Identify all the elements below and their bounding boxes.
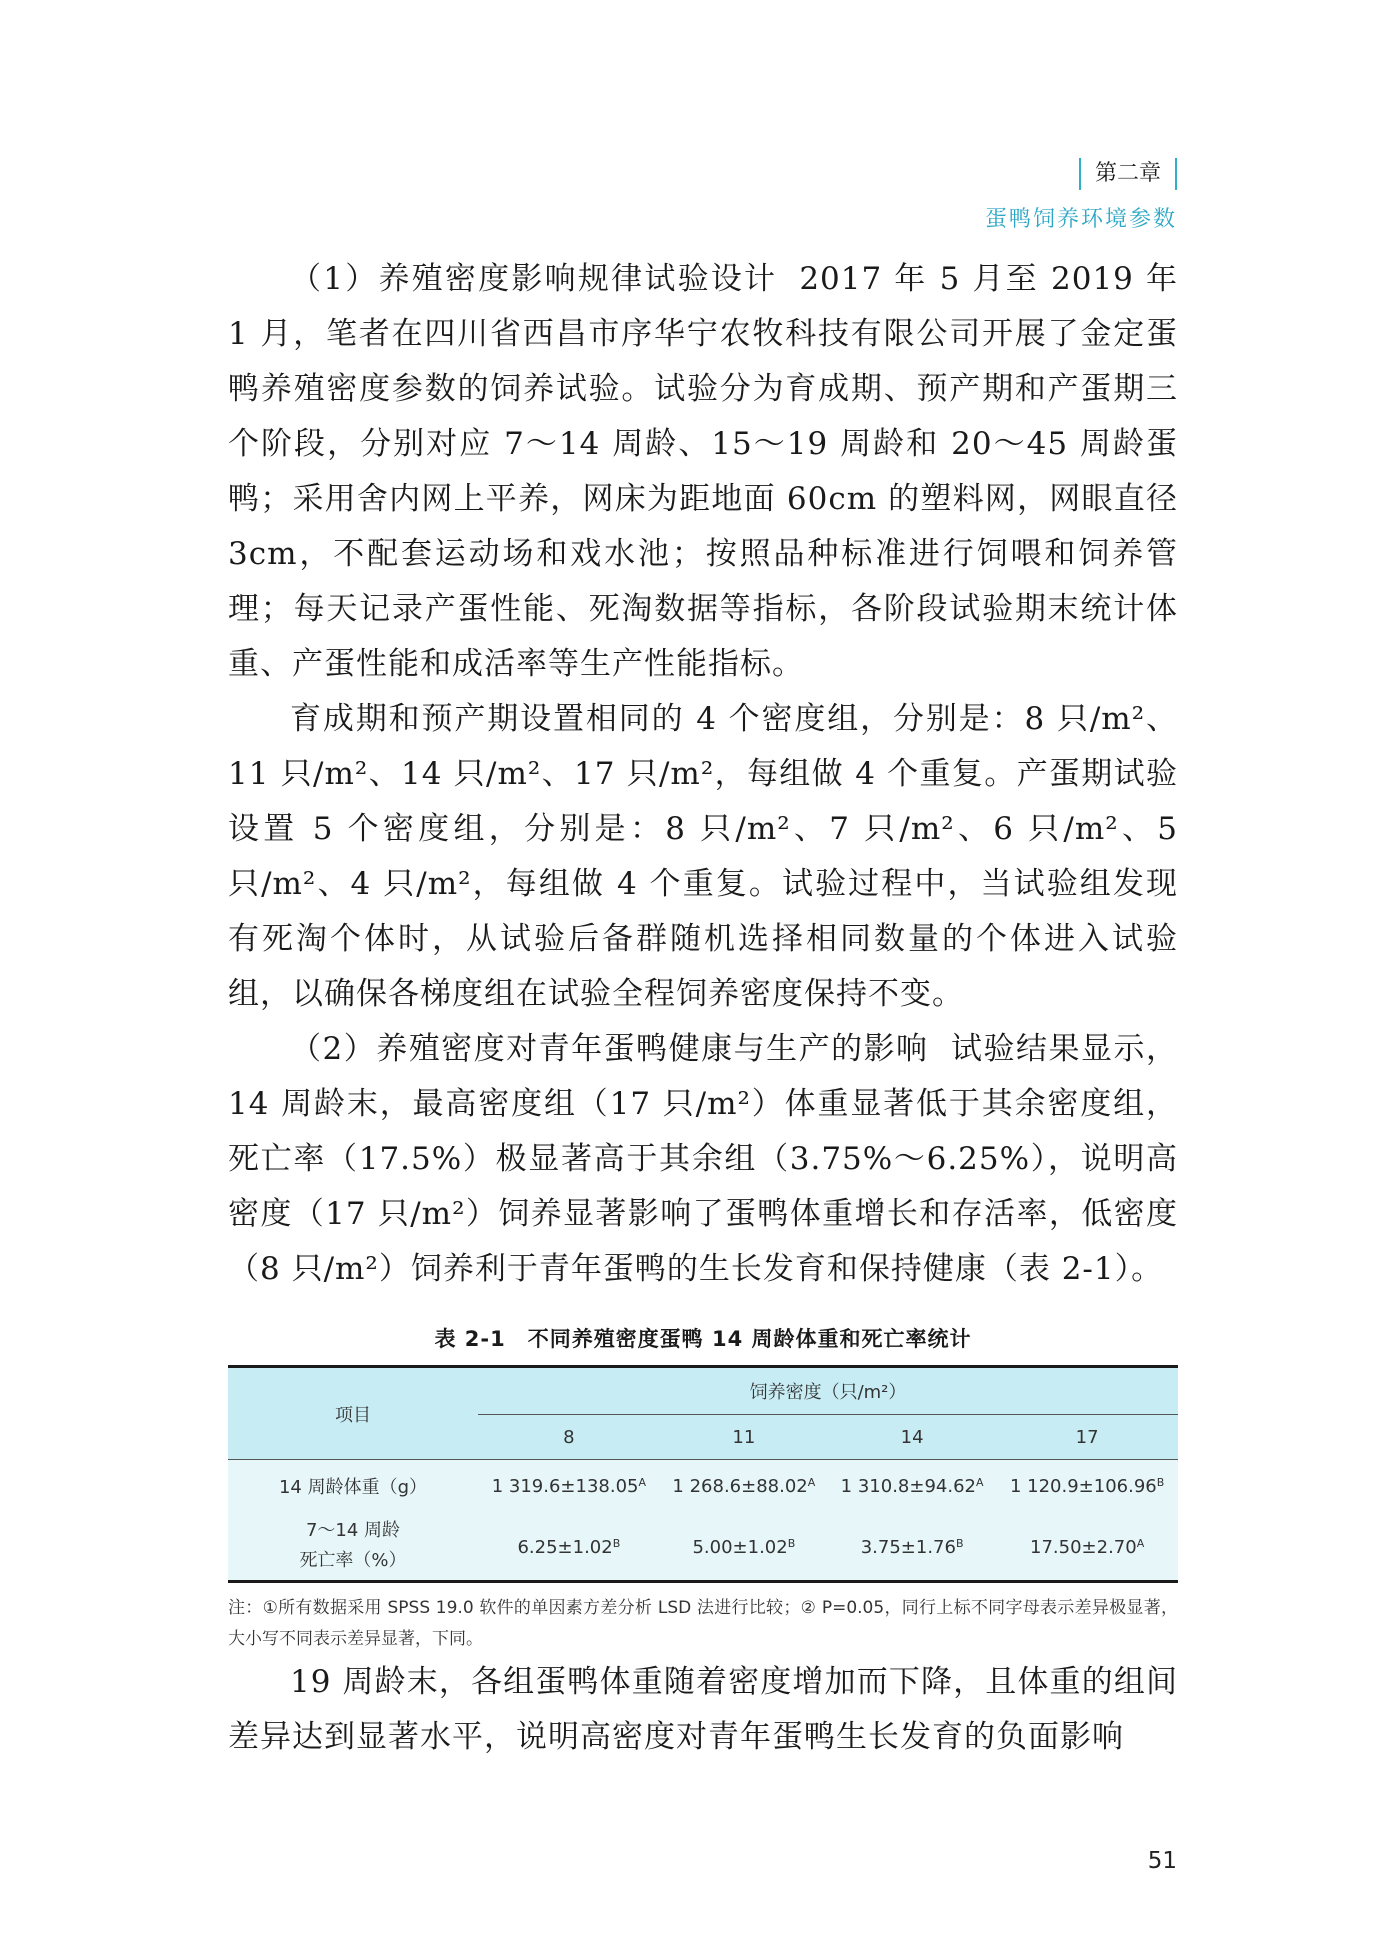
density-group-header: 饲养密度（只/m²） [478,1367,1178,1415]
table-row [228,1460,1178,1513]
paragraph-1 [228,252,1178,692]
density-header: 14 [900,1426,924,1448]
table-title: 表 2-1 不同养殖密度蛋鸭 14 周龄体重和死亡率统计 [434,1327,972,1351]
density-header: 8 [563,1426,575,1448]
item-header: 项目 [335,1404,371,1426]
paragraph-1-heading: （1）养殖密度影响规律试验设计 [290,261,778,297]
table-cell: 1 $319.6\pm 138.05^A$ [478,1460,660,1513]
paragraph-3-heading: （2）养殖密度对青年蛋鸭健康与生产的影响 [290,1031,929,1067]
density-header: 11 [732,1426,756,1448]
row-label: 7～14 周龄 死亡率（%） [299,1520,407,1571]
table-cell: 1 $120.9\pm 106.96^B$ [996,1460,1178,1513]
table-note: 注：①所有数据采用 SPSS 19.0 软件的单因素方差分析 LSD 法进行比较；② P=0.05，同行上标不同字母表示差异极显著，大小写不同表示差异显著，下同。 [228,1598,1178,1649]
page-number: 51 [1147,1848,1177,1874]
density-header: 17 [1075,1426,1099,1448]
running-header [985,158,1177,233]
paragraph-3-text: 试验结果显示，14 周龄末，最高密度组（17 只/m²）体重显著低于其余密度组，死亡率（17.5%）极显著高于其余组（3.75%～6.25%），说明高密度（17 只/m²）饲养显著影响了蛋鸭体重增长和存活率，低密度（8 只/m²）饲养利于青年蛋鸭的生长发育和保持健康（表 2-1）。 [228,1031,1179,1287]
table-cell: $6.25\pm 1.02^B$ [517,1537,621,1558]
data-table [228,1365,1178,1583]
table-cell: $17.50\pm 2.70^A$ [1030,1537,1145,1558]
row-label: 14 周龄体重（g） [228,1460,478,1513]
chapter-label: 第二章 [1079,158,1177,190]
table-cell: $5.00\pm 1.02^B$ [692,1537,796,1558]
paragraph-4: 19 周龄末，各组蛋鸭体重随着密度增加而下降，且体重的组间差异达到显著水平，说明高密度对青年蛋鸭生长发育的负面影响 [228,1664,1178,1755]
table-cell: 1 $310.8\pm 94.62^A$ [828,1460,996,1513]
table-cell: $3.75\pm 1.76^B$ [860,1537,964,1558]
page-content [228,252,1178,1765]
chapter-title: 蛋鸭饲养环境参数 [984,207,1177,232]
table-cell: 1 $268.6\pm 88.02^A$ [660,1460,828,1513]
paragraph-2: 育成期和预产期设置相同的 4 个密度组，分别是：8 只/m²、11 只/m²、14 只/m²、17 只/m²，每组做 4 个重复。产蛋期试验设置 5 个密度组，分别是：8 只/m²、7 只/m²、6 只/m²、5 只/m²、4 只/m²，每组做 4 个重复。试验过程中，当试验组发现有死淘个体时，从试验后备群随机选择相同数量的个体进入试验组，以确保各梯度组在试验全程饲养密度保持不变。 [228,701,1178,1012]
paragraph-3 [228,1022,1178,1297]
paragraph-1-text: 2017 年 5 月至 2019 年 1 月，笔者在四川省西昌市序华宁农牧科技有限公司开展了金定蛋鸭养殖密度参数的饲养试验。试验分为育成期、预产期和产蛋期三个阶段，分别对应 7～14 周龄、15～19 周龄和 20～45 周龄蛋鸭；采用舍内网上平养，网床为距地面 60cm 的塑料网，网眼直径 3cm，不配套运动场和戏水池；按照品种标准进行饲喂和饲养管理；每天记录产蛋性能、死淘数据等指标，各阶段试验期末统计体重、产蛋性能和成活率等生产性能指标。 [228,261,1178,682]
table-row [228,1512,1178,1582]
